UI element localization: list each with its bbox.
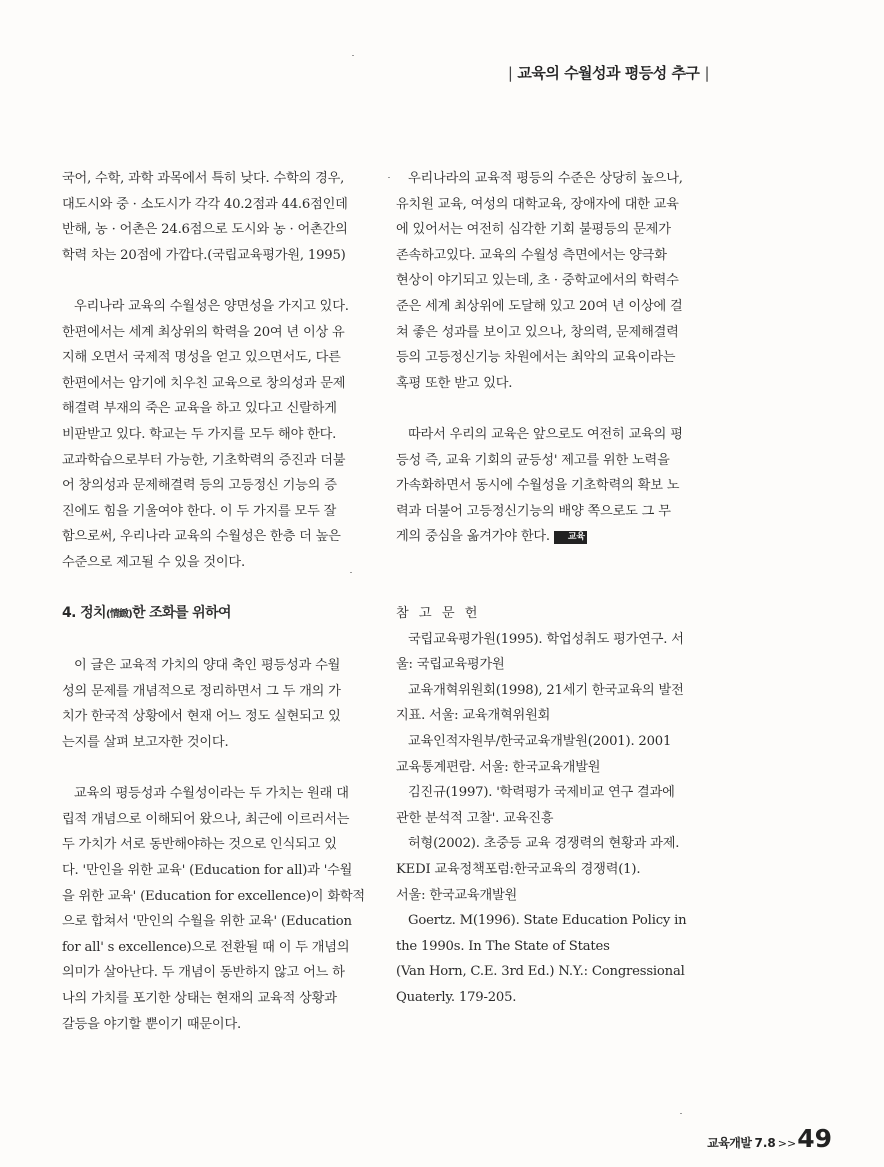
- page-number: 49: [797, 1124, 832, 1153]
- right-column: [396, 166, 702, 1011]
- running-header: [503, 62, 714, 83]
- reference-item: 교육인적자원부/한국교육개발원(2001). 2001 교육통계편람. 서울: 한국교육개발원: [396, 734, 672, 775]
- print-speck: [352, 55, 354, 56]
- reference-item: Goertz. M(1996). State Education Policy in the 1990s. In The State of States (Van Horn, C.E. 3rd Ed.) N.Y.: Congressional Quaterly. 179-205.: [396, 913, 687, 1005]
- footer-magazine-name: 교육개발: [707, 1136, 752, 1150]
- header-title-text: 교육의 수월성과 평등성 추구: [517, 64, 700, 82]
- right-paragraph-1: 우리나라의 교육적 평등의 수준은 상당히 높으나, 유치원 교육, 여성의 대학교육, 장애자에 대한 교육 에 있어서는 여전히 심각한 기회 불평등의 문제가 존속하고있다. 교육의 수월성 측면에서는 양극화 현상이 야기되고 있는데, 초 · 중학교에서의 학력수 준은 세계 최상위에 도달해 있고 20여 년 이상에 걸 쳐 좋은 성과를 보이고 있으나, 창의력, 문제해결력 등의 고등정신기능 차원에서는 최악의 교육이라는 혹평 또한 받고 있다.: [396, 171, 683, 391]
- references-list: [396, 627, 702, 1011]
- header-bar-right: |: [704, 64, 709, 82]
- footer-arrows: >>: [777, 1137, 797, 1150]
- page-footer: [707, 1124, 832, 1153]
- reference-item: 국립교육평가원(1995). 학업성취도 평가연구. 서 울: 국립교육평가원: [396, 631, 684, 673]
- references-heading: 참 고 문 헌: [396, 606, 481, 622]
- header-bar-left: |: [507, 64, 513, 82]
- left-column: [62, 166, 365, 1037]
- print-speck: [680, 1113, 682, 1114]
- footer-issue: 7.8: [754, 1136, 776, 1150]
- left-paragraph-1: 국어, 수학, 과학 과목에서 특히 낮다. 수학의 경우, 대도시와 중 · 소도시가 각각 40.2점과 44.6점인데 반해, 농 · 어촌은 24.6점으로 도시와 농 · 어촌간의 학력 차는 20점에 가깝다.(국립교육평가원, 1995): [62, 171, 348, 263]
- reference-item: 김진규(1997). '학력평가 국제비교 연구 결과에 관한 분석적 고찰'. 교육진흥: [396, 785, 675, 826]
- article-end-mark: 교육: [554, 531, 587, 544]
- section-heading: 4. 정치(情緻)한 조화를 위하여: [62, 605, 231, 622]
- left-paragraph-3: 이 글은 교육적 가치의 양대 축인 평등성과 수월 성의 문제를 개념적으로 정리하면서 그 두 개의 가 치가 한국적 상황에서 현재 어느 정도 실현되고 있 는지를 살펴 보고자한 것이다.: [62, 658, 341, 751]
- print-speck: [350, 572, 352, 573]
- left-paragraph-4: 교육의 평등성과 수월성이라는 두 가치는 원래 대 립적 개념으로 이해되어 왔으나, 최근에 이르러서는 두 가치가 서로 동반해야하는 것으로 인식되고 있 다. '만인을 위한 교육' (Education for all)과 '수월 을 위한 교육' (Education for excellence)이 화학적 으로 합쳐서 '만인의 수월을 위한 교육' (Education for all' s excellence)으로 전환될 때 이 두 개념의 의미가 살아난다. 두 개념이 동반하지 않고 어느 하 나의 가치를 포기한 상태는 현재의 교육적 상황과 갈등을 야기할 뿐이기 때문이다.: [62, 786, 365, 1032]
- print-speck: [388, 177, 390, 178]
- reference-item: 허형(2002). 초중등 교육 경쟁력의 현황과 과제. KEDI 교육정책포럼:한국교육의 경쟁력(1). 서울: 한국교육개발원: [396, 836, 680, 903]
- reference-item: 교육개혁위원회(1998), 21세기 한국교육의 발전 지표. 서울: 교육개혁위원회: [396, 682, 684, 724]
- right-paragraph-2: 따라서 우리의 교육은 앞으로도 여전히 교육의 평 등성 즉, 교육 기회의 균등성' 제고를 위한 노력을 가속화하면서 동시에 수월성을 기초학력의 확보 노 력과 더불어 고등정신기능의 배양 쪽으로도 그 무 게의 중심을 옮겨가야 한다. 교육: [396, 426, 683, 545]
- left-paragraph-2: 우리나라 교육의 수월성은 양면성을 가지고 있다. 한편에서는 세계 최상위의 학력을 20여 년 이상 유 지해 오면서 국제적 명성을 얻고 있으면서도, 다른 한편에서는 암기에 치우친 교육으로 창의성과 문제 해결력 부재의 죽은 교육을 하고 있다고 신랄하게 비판받고 있다. 학교는 두 가지를 모두 해야 한다. 교과학습으로부터 가능한, 기초학력의 증진과 더불 어 창의성과 문제해결력 등의 고등정신 기능의 증 진에도 힘을 기울여야 한다. 이 두 가지를 모두 잘 함으로써, 우리나라 교육의 수월성은 한층 더 높은 수준으로 제고될 수 있을 것이다.: [62, 298, 349, 570]
